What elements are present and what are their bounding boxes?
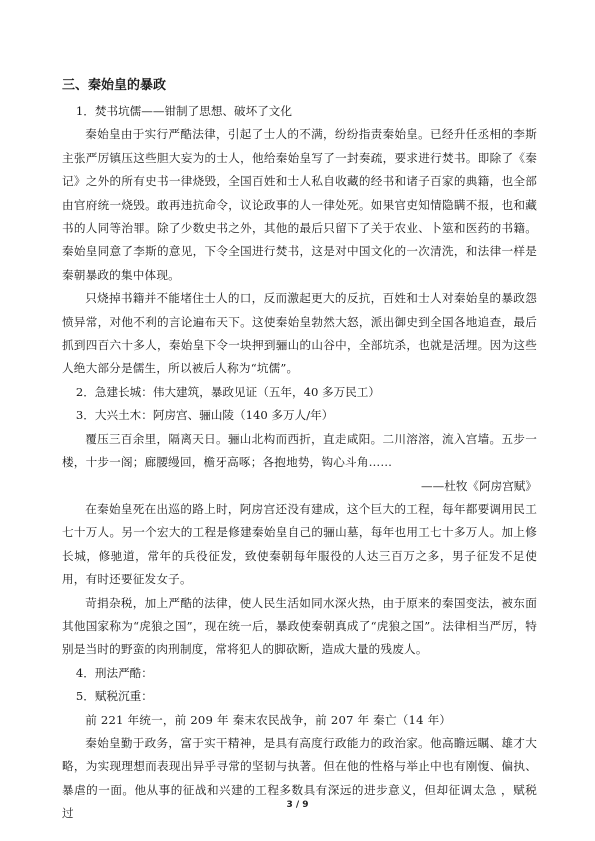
- item-construction: 3．大兴土木：阿房宫、骊山陵（140 多万人/年）: [75, 408, 334, 423]
- paragraph-book-burning: 秦始皇由于实行严酷法律，引起了士人的不满，纷纷指责秦始皇。已经升任丞相的李斯主张严厉镇压这些胆大妄为的士人，他给秦始皇写了一封奏疏，要求进行焚书。即除了《秦记》之外的所有史书一律烧毁，全国百姓和士人私自收藏的经书和诸子百家的典籍，也全部由官府统一烧毁。敢再违抗命令，议论政事的人一律处死。如果官吏知情隐瞒不报，也和藏书的人同等治罪。除了少数史书之外，其他的最后只留下了关于农业、卜筮和医药的书籍。秦始皇同意了李斯的意见，下令全国进行焚书，这是对中国文化的一次清洗，和法律一样是秦朝暴政的集中体现。: [62, 127, 537, 282]
- item-heavy-taxes: 5．赋税沉重：: [75, 689, 153, 704]
- item-book-burning: 1．焚书坑儒——钳制了思想、破坏了文化: [75, 104, 292, 118]
- quote-citation: ——杜牧《阿房宫赋》: [421, 478, 537, 493]
- item-great-wall: 2．急建长城：伟大建筑，暴政见证（五年，40 多万民工）: [75, 384, 380, 399]
- paragraph-harsh-law: 苛捐杂税，加上严酷的法律，使人民生活如同水深火热，由于原来的秦国变法，被东面其他国家称为“虎狼之国”，现在统一后，暴政使秦朝真成了“虎狼之国”。法律相当严厉，特别是当时的野蛮的肉刑制度，常将犯人的脚砍断，造成大量的残废人。: [62, 595, 537, 657]
- section-title: 三、秦始皇的暴政: [62, 78, 167, 93]
- page-number: 3 / 9: [286, 800, 309, 810]
- paragraph-labor: 在秦始皇死在出巡的路上时，阿房宫还没有建成，这个巨大的工程，每年都要调用民工七十万人。另一个宏大的工程是修建秦始皇自己的骊山墓，每年也用工七十多万人。加上修长城，修驰道，常年的兵役征发，致使秦朝每年服役的人达三百万之多，男子征发不足使用，有时还要征发女子。: [62, 501, 537, 587]
- paragraph-burying-scholars: 只烧掉书籍并不能堵住士人的口，反而激起更大的反抗，百姓和士人对秦始皇的暴政怨愤异常，对他不利的言论遍布天下。这使秦始皇勃然大怒，派出御史到全国各地追查，最后抓到四百六十多人，秦始皇下令一块押到骊山的山谷中，全部坑杀，也就是活埋。因为这些人绝大部分是儒生，所以被后人称为“坑儒”。: [62, 291, 537, 376]
- paragraph-assessment: 秦始皇勤于政务，富于实干精神，是具有高度行政能力的政治家。他高瞻远瞩、雄才大略，为实现理想而表现出异乎寻常的坚韧与执著。但在他的性格与举止中也有刚愎、偏执、暴虐的一面。他从事的征战和兴建的工程多数具有深远的进步意义，但却征调太急 ，赋税过: [62, 735, 537, 821]
- quote-epang-palace: 覆压三百余里，隔离天日。骊山北构而西折，直走咸阳。二川溶溶，流入宫墙。五步一楼，十步一阁；廊腰缦回，檐牙高啄；各抱地势，钩心斗角……: [62, 431, 537, 470]
- item-harsh-punishment: 4．刑法严酷：: [75, 665, 153, 680]
- page-content: [62, 76, 537, 826]
- timeline-line: 前 221 年统一，前 209 年 秦末农民战争，前 207 年 秦亡（14 年）: [85, 712, 452, 727]
